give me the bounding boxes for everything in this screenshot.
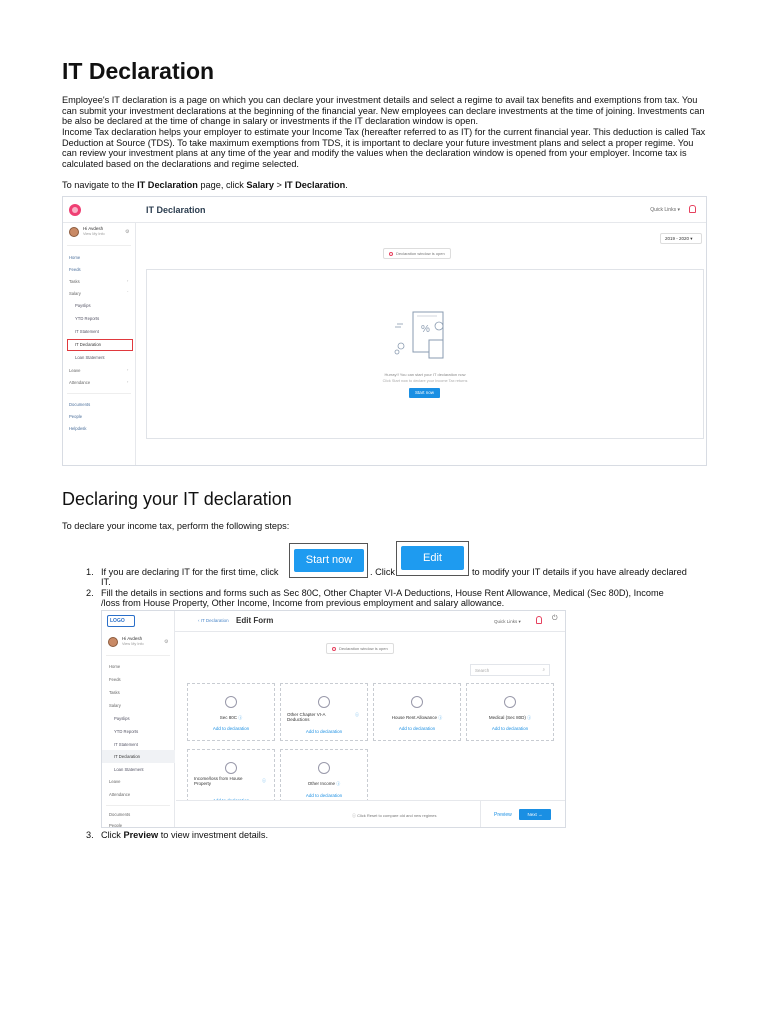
alert-icon: [389, 252, 393, 256]
view-my-info-link[interactable]: View My Info: [83, 232, 105, 236]
edit-button-illustration: [396, 541, 469, 576]
tile-label: Other Chapter VI-A Deductions: [287, 712, 326, 722]
step1-text-d: IT.: [101, 577, 111, 587]
sidebar-item-attendance[interactable]: Attendance: [109, 792, 131, 797]
sidebar-item-ytd-reports[interactable]: YTD Reports: [75, 316, 100, 321]
chevron-right-icon: ›: [127, 278, 129, 283]
tile-sec-80c[interactable]: [187, 683, 275, 741]
step1-text-a: If you are declaring IT for the first time, click: [101, 567, 279, 577]
book-icon: [318, 696, 330, 708]
step2-line1: Fill the details in sections and forms such as Sec 80C, Other Chapter VI-A Deductions, House Rent Allowance, Medical (Sec 80D), Income: [101, 588, 664, 598]
preview-button[interactable]: Preview: [494, 812, 512, 818]
search-icon: ⌕: [542, 667, 545, 672]
step-number: 2.: [86, 588, 94, 598]
screen-title: Edit Form: [236, 616, 274, 625]
quick-links-menu[interactable]: Quick Links ▾: [494, 619, 521, 624]
notification-bell-icon[interactable]: [689, 205, 696, 213]
section-heading: Declaring your IT declaration: [62, 489, 292, 509]
sidebar-item-loan-statement[interactable]: Loan Statement: [114, 767, 144, 772]
start-now-button[interactable]: Start now: [409, 388, 440, 398]
step-number: 3.: [86, 830, 94, 840]
user-name: Hi Avdesh: [83, 226, 104, 231]
sidebar-item-it-statement[interactable]: IT Statement: [114, 742, 138, 747]
alert-icon: [332, 647, 336, 651]
tile-label: Income/loss from House Property: [194, 776, 243, 786]
sidebar-item-leave[interactable]: Leave: [109, 779, 121, 784]
sidebar-item-feeds[interactable]: Feeds: [109, 677, 121, 682]
sidebar-item-it-statement[interactable]: IT Statement: [75, 329, 99, 334]
sidebar-item-home[interactable]: Home: [69, 255, 81, 260]
sidebar: [63, 223, 136, 465]
add-to-declaration-link[interactable]: Add to declaration: [398, 726, 436, 731]
add-to-declaration-link[interactable]: Add to declaration: [491, 726, 529, 731]
sidebar-item-salary[interactable]: Salary: [69, 291, 81, 296]
step3-text: Click Preview to view investment details.: [101, 830, 268, 840]
tile-income-loss-house-property[interactable]: [187, 749, 275, 807]
avatar[interactable]: [108, 637, 118, 647]
info-icon[interactable]: ⓘ: [262, 778, 266, 783]
property-icon: [225, 762, 237, 774]
year-select[interactable]: 2019 - 2020 ▾: [660, 233, 702, 244]
sidebar-item-salary[interactable]: Salary: [109, 703, 121, 708]
chevron-down-icon: ˇ: [127, 290, 129, 295]
steps-intro: To declare your income tax, perform the following steps:: [62, 521, 290, 531]
page-title: IT Declaration: [62, 58, 215, 84]
tds-paragraph: Income Tax declaration helps your employer to estimate your Income Tax (hereafter referred to as IT) for the current financial year. This deduction is called Tax Deduction at Source (TDS). To take maximum exemptions from TDS, it is important to declare your future investment plans and select a proper regime. You can review your investment plans at any time of the year and modify the values when the declaration window is opened from your employer. Income tax is calculated based on the declarations and regime selected.: [62, 127, 706, 169]
gear-icon[interactable]: ⚙: [164, 639, 169, 645]
footer-hint: ⓘ Click Reset to compare old and new regimes: [352, 813, 437, 818]
tile-label: House Rent Allowance ⓘ: [391, 715, 443, 720]
empty-state-title: Hurray!! You can start your IT declaration now: [384, 372, 466, 377]
sidebar-item-payslips[interactable]: Payslips: [75, 303, 91, 308]
user-name: Hi Avdesh: [122, 636, 143, 641]
add-to-declaration-link[interactable]: Add to declaration: [305, 729, 343, 734]
tile-house-rent-allowance[interactable]: [373, 683, 461, 741]
gear-icon[interactable]: ⚙: [125, 229, 130, 235]
edit-button[interactable]: Edit: [401, 546, 464, 570]
sidebar-item-documents[interactable]: Documents: [69, 402, 91, 407]
income-icon: [318, 762, 330, 774]
navigate-instruction: To navigate to the IT Declaration page, click Salary > IT Declaration.: [62, 180, 348, 190]
sidebar-item-it-declaration[interactable]: IT Declaration: [114, 754, 140, 759]
app-header: [63, 197, 706, 223]
highlight-box: [67, 339, 133, 351]
info-icon[interactable]: ⓘ: [355, 712, 359, 717]
quick-links-menu[interactable]: Quick Links ▾: [650, 207, 680, 213]
edit-form-screenshot: [101, 610, 566, 828]
view-my-info-link[interactable]: View My Info: [122, 642, 144, 646]
avatar[interactable]: [69, 227, 79, 237]
add-to-declaration-link[interactable]: Add to declaration: [305, 793, 343, 798]
tile-other-income[interactable]: [280, 749, 368, 807]
sidebar-item-feeds[interactable]: Feeds: [69, 267, 81, 272]
sidebar-item-tasks[interactable]: Tasks: [109, 690, 120, 695]
start-now-button-illustration: [289, 543, 368, 578]
sidebar-item-loan-statement[interactable]: Loan Statement: [75, 355, 105, 360]
coin-icon: [225, 696, 237, 708]
medical-icon: [504, 696, 516, 708]
tile-label: Medical (Sec 80D) ⓘ: [488, 715, 532, 720]
declaration-status-badge: Declaration window is open: [326, 643, 394, 654]
power-icon[interactable]: ⏻: [552, 615, 558, 622]
empty-state-subtitle: Click Start now to declare your Income Tax returns: [382, 379, 468, 383]
it-declaration-screenshot: [62, 196, 707, 466]
declaration-status-badge: Declaration window is open: [383, 248, 451, 259]
tax-document-illustration-icon: [389, 308, 467, 364]
sidebar-item-documents[interactable]: Documents: [109, 812, 131, 817]
sidebar-item-home[interactable]: Home: [109, 664, 121, 669]
form-footer: [176, 800, 565, 828]
sidebar-item-attendance[interactable]: Attendance: [69, 380, 91, 385]
intro-paragraph: Employee's IT declaration is a page on which you can declare your investment details and select a regime to avail tax benefits and exemptions from tax. You can submit your investment declarations at the beginning of the financial year. New employees can declare investments at the time of joining. Investments can be also be declared at the time of change in salary or investments if the IT declaration window is open.: [62, 95, 705, 127]
company-logo: LOGO: [107, 615, 135, 627]
sidebar-item-people[interactable]: People: [109, 823, 123, 828]
tile-label: Other Income ⓘ: [307, 781, 341, 786]
sidebar-item-payslips[interactable]: Payslips: [114, 716, 130, 721]
sidebar-item-it-declaration[interactable]: IT Declaration: [75, 342, 101, 347]
sidebar-item-leave[interactable]: Leave: [69, 368, 81, 373]
empty-state-card: [146, 269, 704, 439]
tile-label: Sec 80C ⓘ: [219, 715, 243, 720]
search-input[interactable]: Search ⌕: [470, 664, 550, 676]
sidebar-item-tasks[interactable]: Tasks: [69, 279, 80, 284]
sidebar: [102, 611, 175, 827]
sidebar-item-ytd-reports[interactable]: YTD Reports: [114, 729, 139, 734]
step1-text-b: . Click: [370, 567, 396, 577]
house-icon: [411, 696, 423, 708]
app-logo-icon: [69, 204, 81, 216]
chevron-right-icon: ›: [127, 367, 129, 372]
sidebar-item-helpdesk[interactable]: Helpdesk: [69, 426, 87, 431]
tile-other-chapter-via[interactable]: [280, 683, 368, 741]
start-now-button[interactable]: Start now: [294, 549, 364, 572]
breadcrumb[interactable]: ‹ IT Declaration: [198, 618, 229, 623]
svg-text:%: %: [421, 324, 430, 335]
tile-medical-sec-80d[interactable]: [466, 683, 554, 741]
sidebar-item-people[interactable]: People: [69, 414, 83, 419]
notification-bell-icon[interactable]: [536, 616, 542, 624]
next-button[interactable]: Next →: [519, 809, 551, 820]
chevron-right-icon: ›: [127, 379, 129, 384]
step-number: 1.: [86, 567, 94, 577]
step1-text-c: to modify your IT details if you have already declared: [472, 567, 687, 577]
add-to-declaration-link[interactable]: Add to declaration: [212, 726, 250, 731]
screen-title: IT Declaration: [146, 205, 206, 215]
step2-line2: /loss from House Property, Other Income, Income from previous employment and salary allowance.: [101, 598, 505, 608]
